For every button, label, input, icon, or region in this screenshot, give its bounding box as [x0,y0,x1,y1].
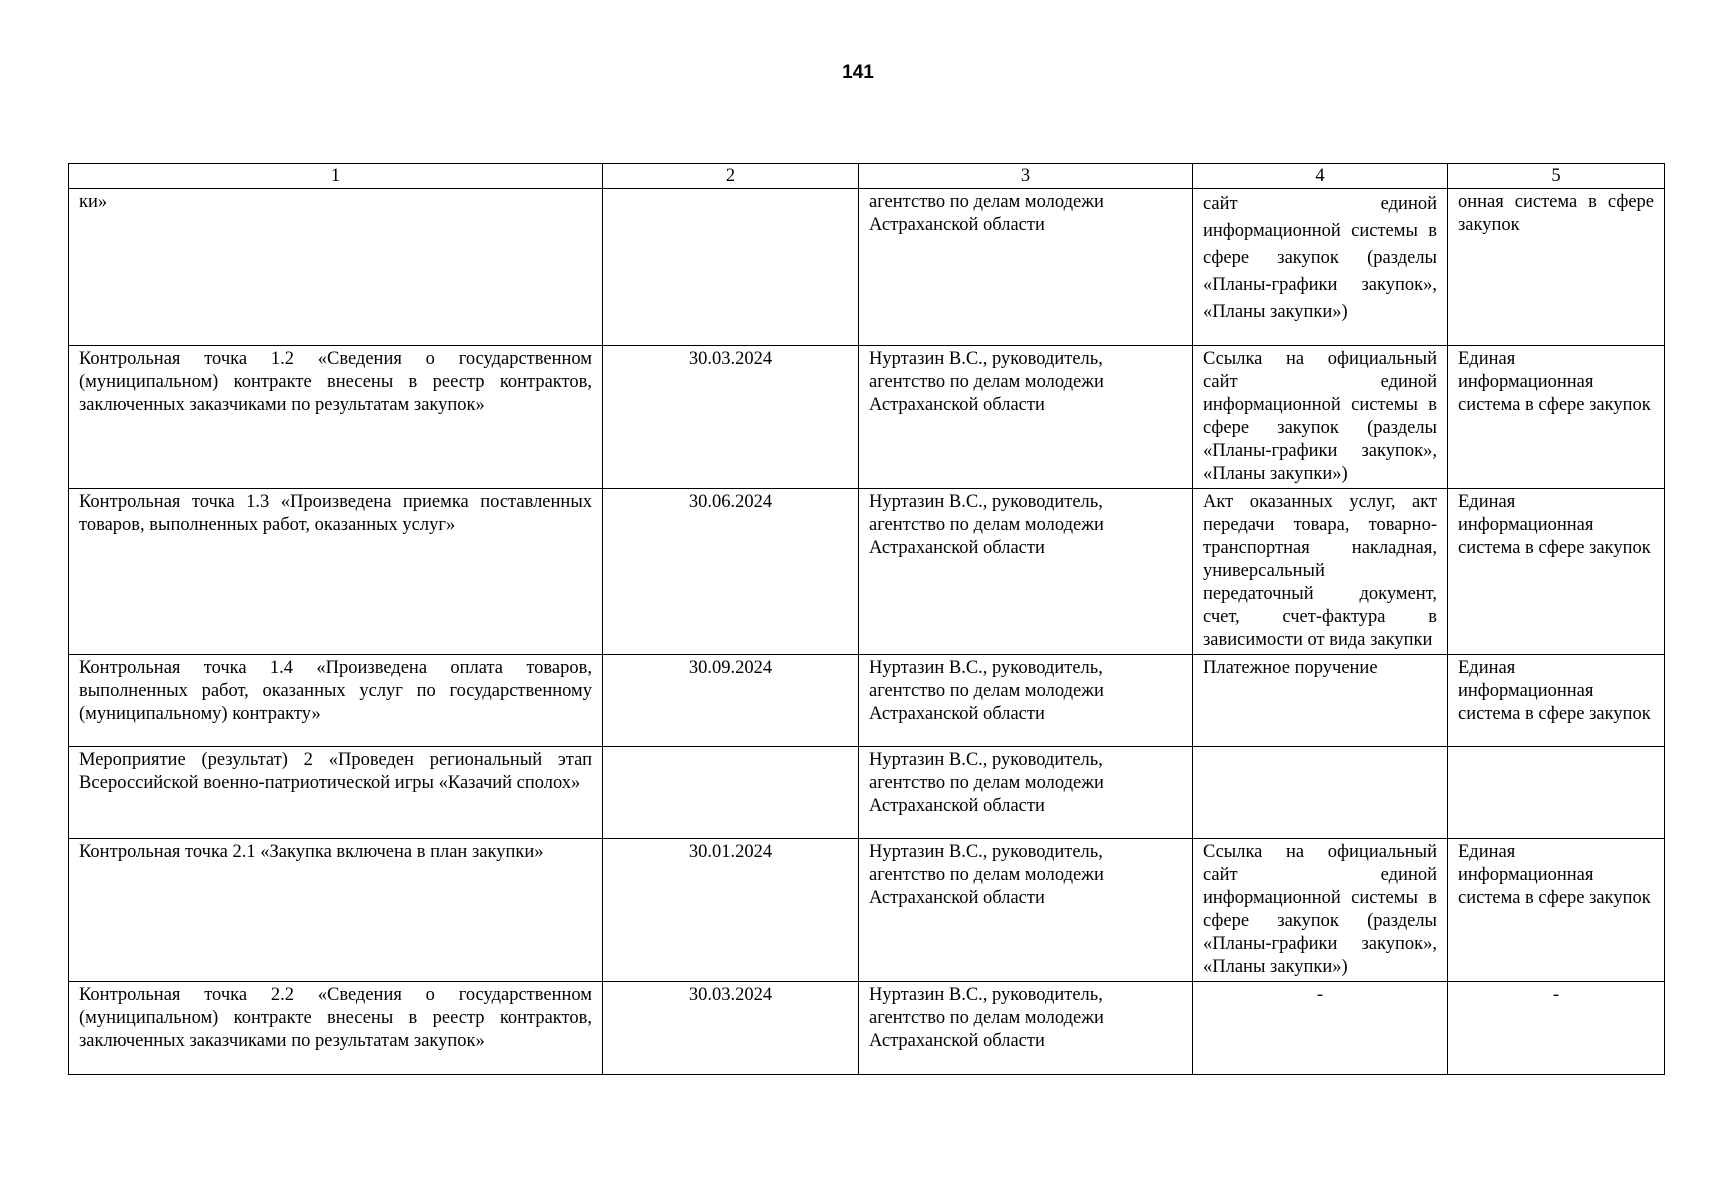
event-name-cell: Контрольная точка 1.4 «Произведена оплата товаров, выполненных работ, оказанных услуг по государственному (муниципальному) контракту» [69,655,603,747]
responsible-cell: Нуртазин В.С., руководитель, агентство по делам молодежи Астраханской области [859,655,1193,747]
table-row [69,346,1665,489]
document-type-cell: - [1193,982,1448,1075]
info-system-cell: Единая информационная система в сфере закупок [1448,489,1665,655]
date-cell [603,747,859,839]
table-body [69,189,1665,1075]
event-name-cell: ки» [69,189,603,346]
date-cell: 30.03.2024 [603,982,859,1075]
column-header-4: 4 [1193,164,1448,189]
event-name-cell: Контрольная точка 2.1 «Закупка включена в план закупки» [69,839,603,982]
responsible-cell: Нуртазин В.С., руководитель, агентство по делам молодежи Астраханской области [859,839,1193,982]
table-row [69,189,1665,346]
date-cell: 30.06.2024 [603,489,859,655]
column-header-1: 1 [69,164,603,189]
responsible-cell: агентство по делам молодежи Астраханской области [859,189,1193,346]
info-system-cell: Единая информационная система в сфере закупок [1448,655,1665,747]
responsible-cell: Нуртазин В.С., руководитель, агентство по делам молодежи Астраханской области [859,747,1193,839]
responsible-cell: Нуртазин В.С., руководитель, агентство по делам молодежи Астраханской области [859,489,1193,655]
info-system-cell: - [1448,982,1665,1075]
document-type-cell [1193,747,1448,839]
date-cell: 30.03.2024 [603,346,859,489]
info-system-cell: Единая информационная система в сфере закупок [1448,839,1665,982]
document-type-cell: Ссылка на официальный сайт единой информационной системы в сфере закупок (разделы «Планы-графики закупок», «Планы закупки») [1193,839,1448,982]
table-row [69,489,1665,655]
table-header [69,164,1665,189]
date-cell: 30.09.2024 [603,655,859,747]
date-cell: 30.01.2024 [603,839,859,982]
table-row [69,839,1665,982]
event-name-cell: Контрольная точка 1.3 «Произведена приемка поставленных товаров, выполненных работ, оказанных услуг» [69,489,603,655]
info-system-cell: Единая информационная система в сфере закупок [1448,346,1665,489]
page-number: 141 [842,62,874,83]
column-header-3: 3 [859,164,1193,189]
header-row [69,164,1665,189]
responsible-cell: Нуртазин В.С., руководитель, агентство по делам молодежи Астраханской области [859,346,1193,489]
info-system-cell [1448,747,1665,839]
responsible-cell: Нуртазин В.С., руководитель, агентство по делам молодежи Астраханской области [859,982,1193,1075]
table-row [69,747,1665,839]
table-row [69,655,1665,747]
document-type-cell: Ссылка на официальный сайт единой информационной системы в сфере закупок (разделы «Планы-графики закупок», «Планы закупки») [1193,346,1448,489]
date-cell [603,189,859,346]
event-name-cell: Контрольная точка 1.2 «Сведения о государственном (муниципальном) контракте внесены в реестр контрактов, заключенных заказчиками по результатам закупок» [69,346,603,489]
document-table [68,163,1665,1075]
table-row [69,982,1665,1075]
document-type-cell: Платежное поручение [1193,655,1448,747]
event-name-cell: Контрольная точка 2.2 «Сведения о государственном (муниципальном) контракте внесены в реестр контрактов, заключенных заказчиками по результатам закупок» [69,982,603,1075]
column-header-2: 2 [603,164,859,189]
event-name-cell: Мероприятие (результат) 2 «Проведен региональный этап Всероссийской военно-патриотической игры «Казачий сполох» [69,747,603,839]
document-type-cell: Акт оказанных услуг, акт передачи товара, товарно-транспортная накладная, универсальный передаточный документ, счет, счет-фактура в зависимости от вида закупки [1193,489,1448,655]
document-type-cell: сайт единой информационной системы в сфере закупок (разделы «Планы-графики закупок», «Планы закупки») [1193,189,1448,346]
column-header-5: 5 [1448,164,1665,189]
info-system-cell: онная система в сфере закупок [1448,189,1665,346]
